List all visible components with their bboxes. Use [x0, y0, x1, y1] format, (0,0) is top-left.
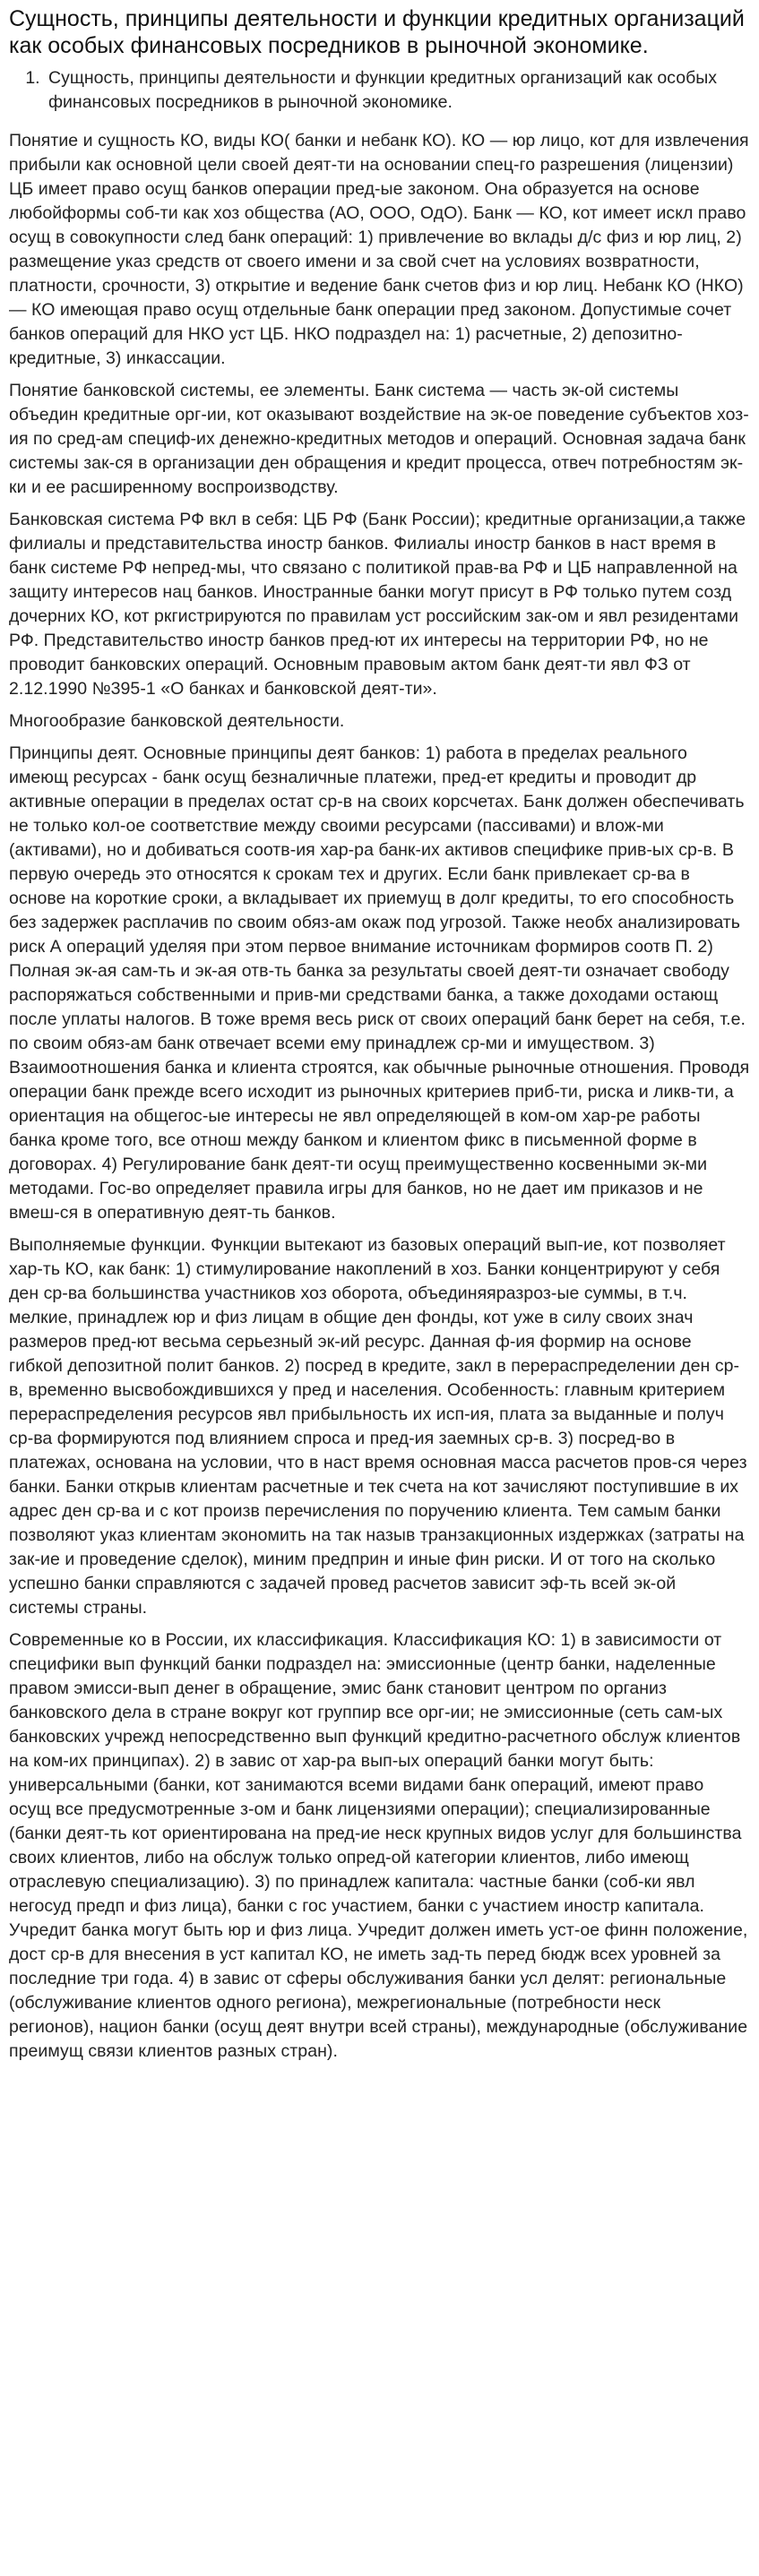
paragraph-principles: Принципы деят. Основные принципы деят банков: 1) работа в пределах реального имеющ ресурсах - банк осущ безналичные платежи, пред-ет кредиты и проводит др активные операции в пределах остат ср-в на своих корсчетах. Банк должен обеспечивать не только кол-ое соответствие между своими ресурсами (пассивами) и влож-ми (активами), но и добиваться соотв-ия хар-ра банк-их активов специфике прив-ых ср-в. В первую очередь это относятся к срокам тех и других. Если банк привлекает ср-ва в основе на короткие сроки, а вкладывает их приемущ в долг кредиты, то его способность без задержек расплачив по своим обяз-ам окаж под угрозой. Также необх анализировать риск А операций уделяя при этом первое внимание источникам формиров соотв П. 2) Полная эк-ая сам-ть и эк-ая отв-ть банка за результаты своей деят-ти означает свободу распоряжаться собственными и прив-ми средствами банка, а также доходами остающ после уплаты налогов. В тоже время весь риск от своих операций банк берет на себя, т.е. по своим обяз-ам банк отвечает всеми ему принадлеж ср-ми и имуществом. 3) Взаимоотношения банка и клиента строятся, как обычные рыночные отношения. Проводя операции банк прежде всего исходит из рыночных критериев приб-ти, риска и ликв-ти, а ориентация на общегос-ые интересы не явл определяющей в ком-ом хар-ре работы банка кроме того, все отнош между банком и клиентом фикс в письменной форме в договорах. 4) Регулирование банк деят-ти осущ преимущественно косвенными эк-ми методами. Гос-во определяет правила игры для банков, но не дает им приказов и не вмеш-ся в оперативную деят-ть банков. [9, 743, 750, 1223]
document-title: Сущность, принципы деятельности и функции кредитных организаций как особых финансовых посредников в рыночной экономике. [9, 6, 745, 58]
paragraph-functions: Выполняемые функции. Функции вытекают из базовых операций вып-ие, кот позволяет хар-ть КО, как банк: 1) стимулирование накоплений в хоз. Банки концентрируют у себя ден ср-ва большинства участников хоз оборота, объединяяразроз-ые суммы, в т.ч. мелкие, принадлеж юр и физ лицам в общие ден фонды, кот уже в силу своих знач размеров пред-ют весьма серьезный эк-ий ресурс. Данная ф-ия формир на основе гибкой депозитной полит банков. 2) посред в кредите, закл в перераспределении ден ср-в, временно высвобождившихся у пред и населения. Особенность: главным критерием перераспределения ресурсов явл прибыльность их исп-ия, плата за выданные и получ ср-ва формируются под влиянием спроса и пред-ия заемных ср-в. 3) посред-во в платежах, основана на условии, что в наст время основная масса расчетов пров-ся через банки. Банки открыв клиентам расчетные и тек счета на кот зачисляют поступившие в их адрес ден ср-ва и с кот произв перечисления по поручению клиента. Тем самым банки позволяют указ клиентам экономить на так назыв транзакционных издержках (затраты на зак-ие и проведение сделок), миним предприн и иные фин риски. И от того на сколько успешно банки справляются с задачей провед расчетов зависит эф-ть всей эк-ой системы страны. [9, 1235, 747, 1618]
paragraph-classification: Современные ко в России, их классификация. Классификация КО: 1) в зависимости от специфики вып функций банки подраздел на: эмиссионные (центр банки, наделенные правом эмисси-вып денег в обращение, эмис банк становит центром по организ банковского дела в стране вокруг кот группир все орг-ии; не эмиссионные (сеть сам-ых банковских учрежд непосредственно вып функций кредитно-расчетного обслуж клиентов на ком-их принципах). 2) в завис от хар-ра вып-ых операций банки могут быть: универсальными (банки, кот занимаются всеми видами банк операций, имеют право осущ все предусмотренные з-ом и банк лицензиями операции); специализированные (банки деят-ть кот ориентирована на пред-ие неск крупных видов услуг для большинства своих клиентов, либо на обслуж только опред-ой категории клиентов, либо имеющ отраслевую специализацию). 3) по принадлеж капитала: частные банки (соб-ки явл негосуд предп и физ лица), банки с гос участием, банки с участием иностр капитала. Учредит банка могут быть юр и физ лица. Учредит должен иметь уст-ое финн положение, дост ср-в для внесения в уст капитал КО, не иметь зад-ть перед бюдж всех уровней за последние три года. 4) в завис от сферы обслуживания банки усл делят: региональные (обслуживание клиентов одного региона), межрегиональные (потребности неск регионов), национ банки (осущ деят внутри всей страны), международные (обслуживание преимущ связи клиентов разных стран). [9, 1630, 748, 2061]
outline-item: 1. Сущность, принципы деятельности и функции кредитных организаций как особых финансовых посредников в рыночной экономике. [45, 66, 750, 115]
paragraph-bank-diversity: Многообразие банковской деятельности. [9, 711, 345, 731]
outline-list [9, 66, 750, 115]
paragraph-bank-system-concept: Понятие банковской системы, ее элементы. Банк система — часть эк-ой системы объедин кредитные орг-ии, кот оказывают воздействие на эк-ое поведение субъектов хоз-ия по сред-ам специф-их денежно-кредитных методов и операций. Основная задача банк системы зак-ся в организации ден обращения и кредит процесса, отвеч потребностям эк-ки и ее расширенному воспроизводству. [9, 381, 749, 497]
paragraph-bank-system-rf: Банковская система РФ вкл в себя: ЦБ РФ (Банк России); кредитные организации,а также филиалы и представительства иностр банков. Филиалы иностр банков в наст время в банк системе РФ непред-мы, что связано с политикой прав-ва РФ и ЦБ направленной на защиту интересов нац банков. Иностранные банки могут присут в РФ только путем созд дочерних КО, кот ркгистрируются по правилам уст российским зак-ом и явл резидентами РФ. Представительство иностр банков пред-ют их интересы на территории РФ, но не проводит банковских операций. Основным правовым актом банк деят-ти явл ФЗ от 2.12.1990 №395-1 «О банках и банковской деят-ти». [9, 510, 746, 699]
paragraph-ko-concept: Понятие и сущность КО, виды КО( банки и небанк КО). КО — юр лицо, кот для извлечения прибыли как основной цели своей деят-ти на основании спец-го разрешения (лицензии) ЦБ имеет право осущ банков операции пред-ые законом. Она образуется на основе любойформы соб-ти как хоз общества (АО, ООО, ОдО). Банк — КО, кот имеет искл право осущ в совокупности след банк операций: 1) привлечение во вклады д/с физ и юр лиц, 2) размещение указ средств от своего имени и за свой счет на условиях возвратности, платности, срочности, 3) открытие и ведение банк счетов физ и юр лиц. Небанк КО (НКО) — КО имеющая право осущ отдельные банк операции пред законом. Допустимые сочет банков операций для НКО уст ЦБ. НКО подраздел на: 1) расчетные, 2) депозитно-кредитные, 3) инкассации. [9, 131, 749, 368]
